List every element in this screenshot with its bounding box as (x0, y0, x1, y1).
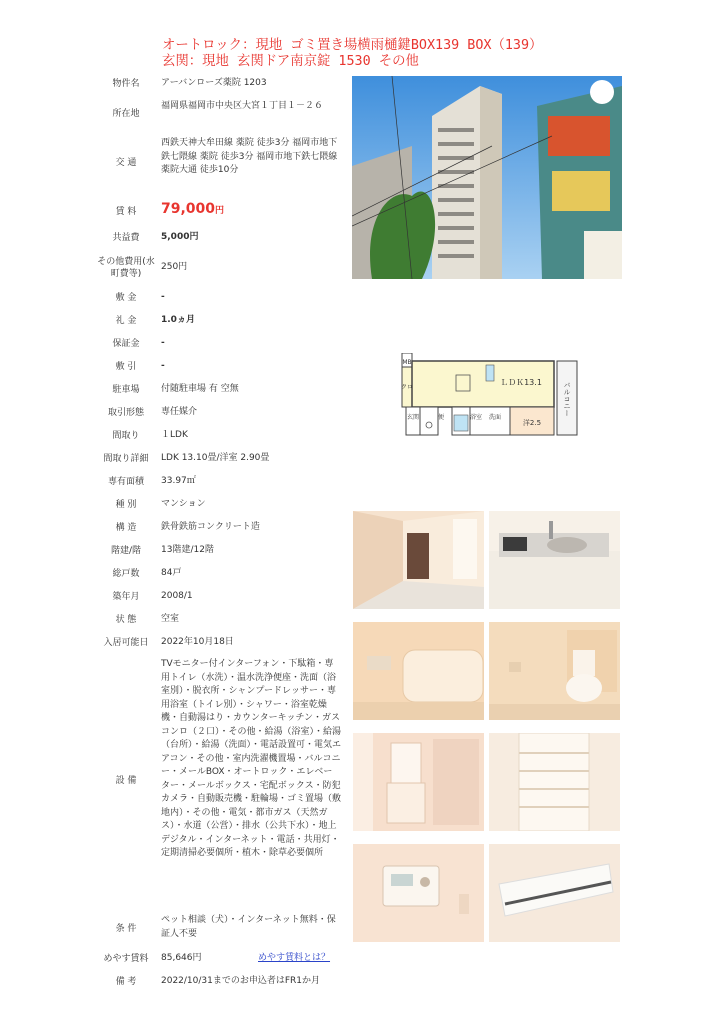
value-area: 33.97㎡ (161, 476, 196, 486)
floor-plan (394, 353, 584, 437)
label-transaction: 取引形態 (107, 408, 144, 418)
bathroom-photo (353, 622, 484, 720)
value-common-fee: 5,000円 (161, 232, 199, 242)
value-layout: １LDK (161, 430, 188, 440)
label-deduction: 敷 引 (115, 362, 137, 372)
value-guarantee: - (161, 338, 165, 348)
air-conditioner-photo (489, 844, 620, 942)
rent-amount: 79,000 (161, 201, 216, 217)
value-transaction: 専任媒介 (161, 407, 198, 417)
label-move-in: 入居可能日 (103, 638, 149, 648)
value-deposit: - (161, 292, 165, 302)
label-address: 所在地 (112, 109, 140, 119)
label-type: 種 別 (115, 500, 137, 510)
value-conditions: ペット相談（犬）・インターネット無料・保証人不要 (161, 915, 336, 939)
label-remarks: 備 考 (115, 977, 137, 987)
fp-bath-label: 浴室 (469, 414, 483, 421)
fp-closet-label: クロ (400, 384, 414, 391)
entrance-note: 玄関：現地 玄関ドア南京錠 1530 その他 (162, 54, 419, 69)
label-structure: 構 造 (115, 523, 137, 533)
rent-unit: 円 (215, 206, 225, 216)
value-property-name: アーバンローズ薬院 1203 (161, 78, 267, 88)
label-access: 交 通 (115, 158, 137, 168)
value-deduction: - (161, 361, 165, 371)
fp-toilet-label: 便 (437, 414, 445, 421)
label-estimated-rent: めやす賃料 (103, 954, 149, 964)
value-floors: 13階建/12階 (161, 545, 214, 555)
label-conditions: 条 件 (115, 924, 137, 934)
fp-balcony-label: バルコニー (563, 381, 571, 417)
estimated-rent-help-link[interactable]: めやす賃料とは？ (258, 953, 331, 963)
label-property-name: 物件名 (112, 79, 140, 89)
label-status: 状 態 (115, 615, 137, 625)
closet-shelves-photo (489, 733, 620, 831)
fp-western-room-label: 洋2.5 (522, 419, 542, 427)
label-common-fee: 共益費 (112, 233, 140, 243)
value-facilities: TVモニター付インターフォン・下駄箱・専用トイレ（水洗）・温水洗浄便座・洗面（浴室別）・脱衣所・シャンプードレッサー・専用浴室（トイレ別）・シャワー・浴室乾燥機・自動湯はり・カウンターキッチン・ガスコンロ（２口）・その他・給湯（浴室）・給湯（台所）・給湯（洗面）・電話設置可・電気エアコン・その他・室内洗濯機置場・バルコニー・メールBOX・オートロック・エレベーター・メールボックス・宅配ボックス・防犯カメラ・自動販売機・駐輪場・ゴミ置場（敷地内）・その他・電気・都市ガス（天然ガス）・水道（公営）・排水（公共下水）・地上デジタル・インターネット・電話・共用灯・定期清掃必要個所・植木・除草必要個所 (161, 659, 342, 858)
value-status: 空室 (161, 614, 180, 624)
building-exterior-photo (352, 76, 622, 279)
label-other-fee: その他費用(水町費等) (97, 257, 155, 279)
label-area: 専有面積 (107, 477, 144, 487)
header-notes (162, 38, 702, 70)
value-parking: 付随駐車場 有 空無 (161, 384, 239, 394)
toilet-photo (489, 622, 620, 720)
label-layout: 間取り (112, 431, 140, 441)
value-rent (161, 200, 345, 220)
label-layout-detail: 間取り詳細 (103, 454, 149, 464)
water-heater-panel-photo (353, 844, 484, 942)
value-layout-detail: LDK 13.10畳/洋室 2.90畳 (161, 453, 270, 463)
label-built: 築年月 (112, 592, 140, 602)
value-key-money: 1.0ヵ月 (161, 315, 195, 325)
label-guarantee: 保証金 (112, 339, 140, 349)
value-access: 西鉄天神大牟田線 薬院 徒歩3分 福岡市地下鉄七隈線 薬院 徒歩3分 福岡市地下鉄七隈線 薬院大通 徒歩10分 (161, 138, 338, 175)
label-deposit: 敷 金 (115, 293, 137, 303)
label-key-money: 礼 金 (115, 316, 137, 326)
label-facilities: 設 備 (115, 776, 137, 786)
label-floors: 階建/階 (110, 546, 142, 556)
value-estimated-rent: 85,646円 (161, 953, 202, 963)
fp-entrance-label: 玄関 (406, 414, 420, 421)
fp-mb-label: MB (402, 359, 412, 366)
value-structure: 鉄骨鉄筋コンクリート造 (161, 522, 260, 532)
label-parking: 駐車場 (112, 385, 140, 395)
value-built: 2008/1 (161, 591, 193, 601)
fp-ldk-label: ＬＤＫ13.1 (500, 378, 542, 387)
label-rent: 賃 料 (115, 207, 137, 217)
value-remarks: 2022/10/31までのお申込者はFR1か月 (161, 976, 321, 986)
value-type: マンション (161, 499, 206, 509)
label-units: 総戸数 (112, 569, 140, 579)
kitchen-photo (489, 511, 620, 609)
value-units: 84戸 (161, 568, 182, 578)
washroom-vanity-photo (353, 733, 484, 831)
room-interior-photo (353, 511, 484, 609)
value-move-in: 2022年10月18日 (161, 637, 234, 647)
value-address: 福岡県福岡市中央区大宮１丁目１－２６ (161, 101, 324, 111)
fp-washroom-label: 洗面 (488, 414, 502, 421)
autolock-note: オートロック：現地 ゴミ置き場横雨樋鍵BOX139 BOX（139） (162, 38, 543, 53)
value-other-fee: 250円 (161, 262, 188, 272)
